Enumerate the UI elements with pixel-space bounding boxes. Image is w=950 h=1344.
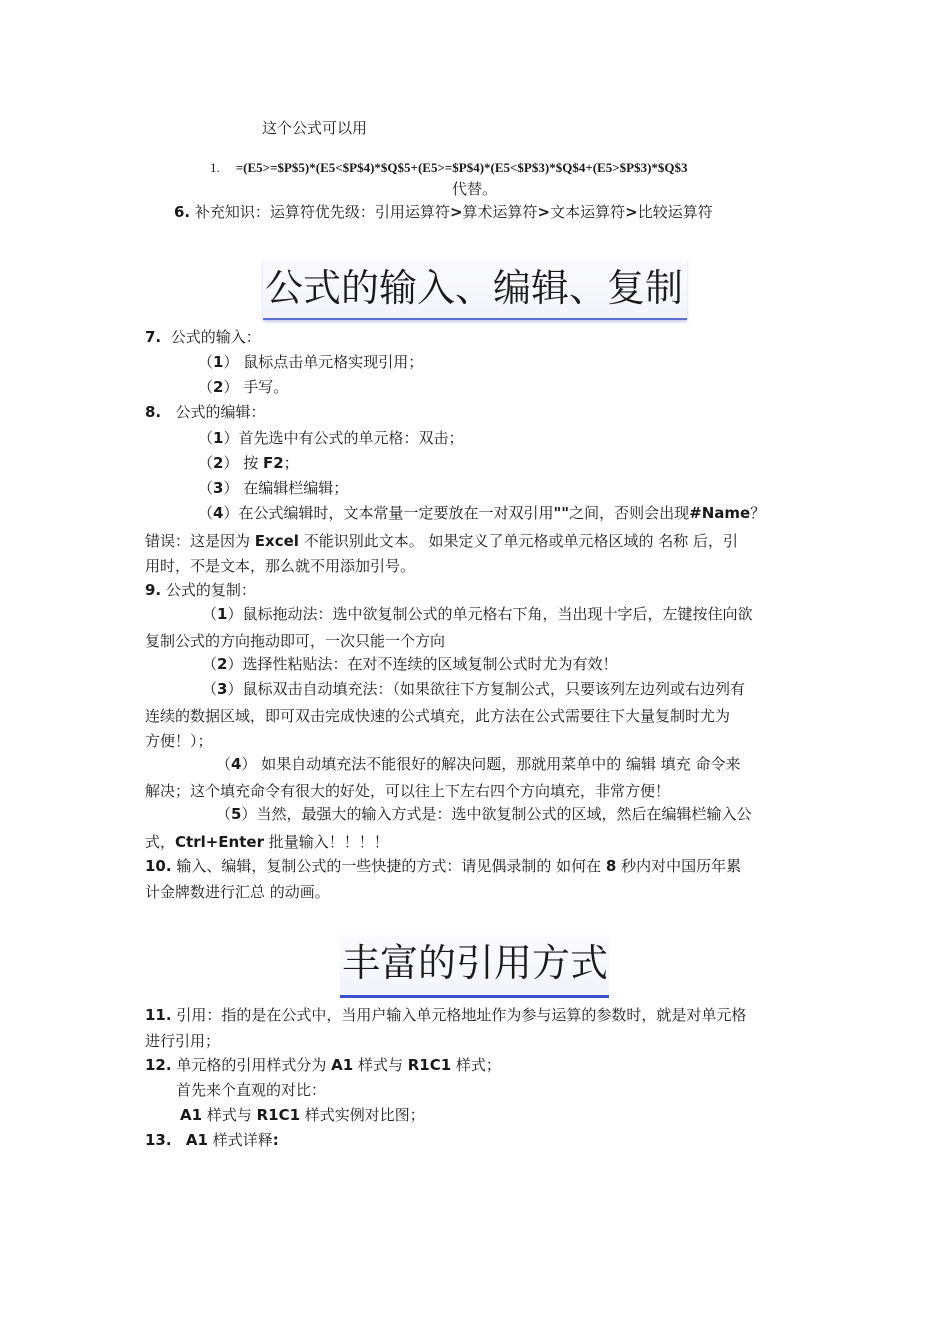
paragraph-line: 方便！）； bbox=[145, 732, 213, 750]
section-9 bbox=[145, 580, 256, 600]
section-7 bbox=[145, 327, 261, 347]
list-item: （1） 鼠标点击单元格实现引用； bbox=[198, 353, 424, 371]
section-number: 10. bbox=[145, 857, 172, 875]
list-item: （2） 手写。 bbox=[198, 378, 289, 396]
list-item: （2）选择性粘贴法：在对不连续的区域复制公式时尤为有效！ bbox=[202, 655, 618, 673]
paragraph-text: 公式的复制： bbox=[161, 581, 256, 599]
list-item: （1）首先选中有公式的单元格：双击； bbox=[198, 429, 464, 447]
list-item: （1）鼠标拖动法：选中欲复制公式的单元格右下角，当出现十字后，左键按住向欲 bbox=[202, 605, 753, 623]
paragraph-line: 用时，不是文本，那么就不用添加引号。 bbox=[145, 557, 416, 575]
section-12: 12. 单元格的引用样式分为 A1 样式与 R1C1 样式； bbox=[145, 1056, 501, 1074]
section-8 bbox=[145, 402, 265, 422]
paragraph-text: 公式的编辑： bbox=[175, 403, 266, 421]
list-item: （4） 如果自动填充法不能很好的解决问题，那就用菜单中的 编辑 填充 命令来 bbox=[216, 755, 741, 773]
paragraph-text: 这个公式可以用 bbox=[262, 119, 368, 137]
paragraph-line: 式，Ctrl+Enter 批量输入！！！！ bbox=[145, 833, 389, 851]
section-number: 7. bbox=[145, 328, 162, 346]
formula-list-item bbox=[210, 160, 688, 176]
section-6 bbox=[174, 202, 713, 222]
list-item: （4）在公式编辑时，文本常量一定要放在一对双引用""之间，否则会出现#Name？ bbox=[198, 504, 766, 522]
section-heading-references bbox=[340, 935, 609, 998]
operator-symbol: > bbox=[625, 203, 638, 221]
section-number: 6. bbox=[174, 203, 191, 221]
list-item: （2） 按 F2； bbox=[198, 454, 299, 472]
text-line bbox=[262, 118, 367, 138]
section-number: 13. bbox=[145, 1131, 172, 1149]
list-number: 1. bbox=[210, 160, 220, 175]
formula-text: =(E5>=$P$5)*(E5<$P$4)*$Q$5+(E5>=$P$4)*(E5<$P$3)*$Q$4+(E5>$P$3)*$Q$3 bbox=[235, 160, 688, 175]
section-number: 12. bbox=[145, 1056, 172, 1074]
paragraph-text: 公式的输入： bbox=[170, 328, 261, 346]
list-item: （3） 在编辑栏编辑； bbox=[198, 479, 349, 497]
paragraph-line: 计金牌数进行汇总 的动画。 bbox=[145, 883, 330, 901]
section-number: 9. bbox=[145, 581, 162, 599]
paragraph-text: 比较运算符 bbox=[637, 203, 713, 221]
list-item: （5）当然，最强大的输入方式是：选中欲复制公式的区域，然后在编辑栏输入公 bbox=[216, 805, 752, 823]
paragraph-text: 文本运算符 bbox=[550, 203, 626, 221]
section-heading-formula-input bbox=[263, 260, 687, 320]
paragraph-line: 首先来个直观的对比： bbox=[176, 1081, 327, 1099]
section-13: 13. A1 样式详释: bbox=[145, 1131, 279, 1149]
paragraph-line: 复制公式的方向拖动即可，一次只能一个方向 bbox=[145, 632, 446, 650]
heading-text: 公式的输入、编辑、复制 bbox=[265, 266, 684, 310]
section-10: 10. 输入、编辑，复制公式的一些快捷的方式：请见偶录制的 如何在 8 秒内对中国历年累 bbox=[145, 857, 742, 875]
paragraph-text: 补充知识：运算符优先级：引用运算符 bbox=[194, 203, 450, 221]
operator-symbol: > bbox=[537, 203, 551, 221]
paragraph-line: 解决；这个填充命令有很大的好处，可以往上下左右四个方向填充，非常方便！ bbox=[145, 782, 671, 800]
paragraph-line: 错误：这是因为 Excel 不能识别此文本。 如果定义了单元格或单元格区域的 名称 后，引 bbox=[145, 532, 738, 550]
operator-symbol: > bbox=[449, 203, 463, 221]
paragraph-text: 代替。 bbox=[452, 180, 498, 198]
paragraph-text: 算术运算符 bbox=[462, 203, 538, 221]
section-number: 11. bbox=[145, 1006, 172, 1024]
paragraph-line: 进行引用； bbox=[145, 1032, 221, 1050]
heading-text: 丰富的引用方式 bbox=[342, 941, 609, 985]
text-line bbox=[452, 179, 497, 199]
list-item: （3）鼠标双击自动填充法：（如果欲往下方复制公式，只要该列左边列或右边列有 bbox=[202, 680, 745, 698]
paragraph-line: A1 样式与 R1C1 样式实例对比图； bbox=[180, 1106, 425, 1124]
paragraph-line: 连续的数据区域，即可双击完成快速的公式填充，此方法在公式需要往下大量复制时尤为 bbox=[145, 707, 731, 725]
section-11: 11. 引用：指的是在公式中，当用户输入单元格地址作为参与运算的参数时，就是对单元格 bbox=[145, 1006, 747, 1024]
section-number: 8. bbox=[145, 403, 162, 421]
